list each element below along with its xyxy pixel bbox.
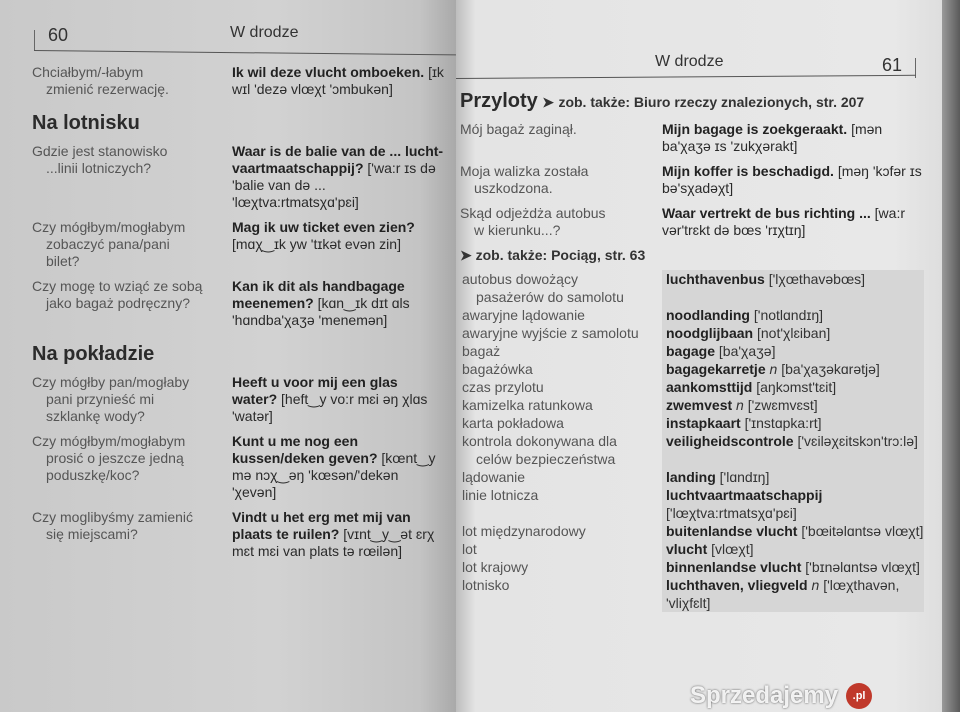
dutch-phrase	[662, 121, 924, 155]
vocab-entry	[460, 486, 930, 522]
polish-line: lot krajowy	[462, 559, 529, 575]
polish-line: Czy mogę to wziąć ze sobą	[32, 278, 203, 294]
dutch-phrase	[232, 433, 446, 501]
polish-phrase	[460, 205, 662, 239]
polish-line: się miejscami?	[46, 526, 138, 542]
polish-phrase	[32, 433, 232, 501]
pronunciation: [aŋkɔmst'tɛit]	[756, 379, 837, 395]
polish-line: lotnisko	[462, 577, 510, 593]
watermark-group	[690, 682, 872, 710]
phrase-row	[32, 219, 450, 270]
dutch-word: noodglijbaan	[666, 325, 754, 341]
vocab-polish	[460, 522, 662, 540]
polish-line: pasażerów do samolotu	[476, 289, 624, 305]
polish-line: Czy moglibyśmy zamienić	[32, 509, 194, 525]
dutch-phrase	[232, 278, 446, 329]
arrow-icon: ➤	[460, 247, 472, 263]
page-number: 60	[48, 25, 69, 45]
vocab-polish	[460, 270, 662, 306]
pronunciation: ['bœitəlɑntsə vlœχt]	[801, 523, 924, 539]
section-heading: Na lotnisku	[32, 112, 140, 134]
polish-line: bagaż	[462, 343, 501, 359]
pronunciation: [ɪk wɪl 'dezə vlœχt 'ɔmbukən]	[232, 64, 444, 97]
vocab-dutch	[662, 306, 924, 324]
watermark-badge: .pl	[846, 683, 872, 709]
polish-line: autobus dowożący	[462, 271, 578, 287]
polish-phrase	[460, 163, 662, 197]
dutch-text: Waar is de balie van de ... lucht-vaartmaatschappij?	[232, 143, 444, 176]
phrase-row	[32, 143, 450, 211]
vocab-polish	[460, 558, 662, 576]
polish-line: Skąd odjeżdża autobus	[460, 205, 606, 221]
vocab-dutch	[662, 324, 924, 342]
phrase-row	[32, 509, 450, 560]
vocab-entry	[460, 522, 930, 540]
phrase-row	[460, 205, 930, 239]
section-heading: Przyloty	[460, 90, 538, 112]
pronunciation: [wa:r vər'trɛkt də bœs 'rɪχtɪŋ]	[662, 205, 905, 238]
dutch-word: luchthavenbus	[666, 271, 765, 287]
vocab-entry	[460, 360, 930, 378]
vocab-entry	[460, 540, 930, 558]
left-page-content	[32, 64, 450, 568]
vocab-polish	[460, 306, 662, 324]
polish-line: celów bezpieczeństwa	[476, 451, 616, 467]
polish-line: kontrola dokonywana dla	[462, 433, 617, 449]
polish-line: zmienić rezerwację.	[46, 81, 169, 97]
vocab-dutch	[662, 576, 924, 612]
dutch-word: bagagekarretje	[666, 361, 766, 377]
vocab-dutch	[662, 378, 924, 396]
polish-line: bilet?	[46, 253, 80, 269]
watermark: Sprzedajemy	[690, 682, 839, 709]
vocab-dutch	[662, 540, 924, 558]
polish-line: szklankę wody?	[46, 408, 145, 424]
polish-line: jako bagaż podręczny?	[46, 295, 190, 311]
dutch-word: buitenlandse vlucht	[666, 523, 798, 539]
gender-marker: n	[769, 361, 778, 377]
section-heading-przyloty	[460, 90, 930, 113]
pronunciation: [vɪnt‿y‿ət ɛrχ mɛt mɛi van plats tə rœilən]	[232, 526, 435, 559]
vocab-dutch	[662, 522, 924, 540]
cross-reference: zob. także: Biuro rzeczy znalezionych, str. 207	[558, 94, 865, 110]
dutch-word: vlucht	[666, 541, 708, 557]
polish-line: lot	[462, 541, 477, 557]
vocabulary-list	[460, 270, 930, 612]
dutch-word: veiligheidscontrole	[666, 433, 794, 449]
dutch-word: luchtvaartmaatschappij	[666, 487, 823, 503]
book-page-edges	[942, 0, 960, 712]
polish-line: Mój bagaż zaginął.	[460, 121, 577, 137]
pronunciation: [kɑn‿ɪk dɪt ɑls 'hɑndba'χaʒə 'menemən]	[232, 295, 410, 328]
polish-line: kamizelka ratunkowa	[462, 397, 593, 413]
vocab-entry	[460, 342, 930, 360]
dutch-word: landing	[666, 469, 716, 485]
dutch-text: Mijn koffer is beschadigd.	[662, 163, 834, 179]
vocab-dutch	[662, 558, 924, 576]
vocab-polish	[460, 432, 662, 468]
running-head: W drodze	[230, 24, 299, 41]
phrase-row	[32, 278, 450, 329]
dutch-text: Kunt u me nog een kussen/deken geven?	[232, 433, 378, 466]
pronunciation: ['vɛiləχɛitskɔn'trɔ:lə]	[797, 433, 918, 449]
dutch-phrase	[232, 64, 446, 98]
polish-phrase	[460, 121, 662, 155]
polish-phrase	[32, 509, 232, 560]
dutch-text: Vindt u het erg met mij van plaats te ruilen?	[232, 509, 411, 542]
dutch-word: instapkaart	[666, 415, 741, 431]
polish-phrase	[32, 64, 232, 98]
polish-line: Moja walizka została	[460, 163, 589, 179]
dutch-word: bagage	[666, 343, 716, 359]
pronunciation: ['lœχthavən, 'vliχfɛlt]	[666, 577, 900, 611]
vocab-polish	[460, 540, 662, 558]
vocab-polish	[460, 342, 662, 360]
vocab-entry	[460, 378, 930, 396]
polish-line: prosić o jeszcze jedną	[46, 450, 184, 466]
polish-line: Chciałbym/-łabym	[32, 64, 144, 80]
polish-line: bagażówka	[462, 361, 533, 377]
dutch-phrase	[232, 143, 446, 211]
arrow-icon: ➤	[542, 94, 554, 110]
pronunciation: [mɑχ‿ɪk yw 'tɪkət evən zin]	[232, 236, 401, 252]
phrase-row	[460, 121, 930, 155]
polish-line: awaryjne lądowanie	[462, 307, 585, 323]
polish-line: zobaczyć pana/pani	[46, 236, 170, 252]
polish-phrase	[32, 374, 232, 425]
right-page-content	[460, 90, 930, 612]
polish-line: ...linii lotniczych?	[46, 160, 152, 176]
polish-line: pani przynieść mi	[46, 391, 155, 407]
vocab-entry	[460, 558, 930, 576]
vocab-polish	[460, 414, 662, 432]
dutch-word: binnenlandse vlucht	[666, 559, 802, 575]
vocab-polish	[460, 468, 662, 486]
pronunciation: ['lɑndɪŋ]	[719, 469, 770, 485]
phrase-list	[460, 121, 930, 239]
cross-reference: zob. także: Pociąg, str. 63	[475, 247, 646, 263]
gender-marker: n	[811, 577, 820, 593]
phrase-row	[460, 163, 930, 197]
polish-line: w kierunku...?	[474, 222, 561, 238]
dutch-word: aankomsttijd	[666, 379, 753, 395]
dutch-word: luchthaven, vliegveld	[666, 577, 808, 593]
vocab-dutch	[662, 486, 924, 522]
pronunciation: ['zwɛmvɛst]	[747, 397, 818, 413]
vocab-polish	[460, 378, 662, 396]
right-page	[456, 0, 942, 712]
pronunciation: [ba'χaʒəkɑrətjə]	[781, 361, 880, 377]
vocab-entry	[460, 576, 930, 612]
polish-line: lądowanie	[462, 469, 526, 485]
pronunciation: ['lχœthavəbœs]	[768, 271, 866, 287]
pronunciation: [mən ba'χaʒə ɪs 'zukχərakt]	[662, 121, 883, 154]
pronunciation: ['ɪnstɑpka:rt]	[744, 415, 822, 431]
polish-phrase	[32, 219, 232, 270]
dutch-text: Ik wil deze vlucht omboeken.	[232, 64, 425, 80]
pronunciation: [məŋ 'kɔfər ɪs bə'sχadəχt]	[662, 163, 922, 196]
vocab-dutch	[662, 414, 924, 432]
vocab-polish	[460, 576, 662, 612]
pronunciation: [not'χlɛiban]	[757, 325, 831, 341]
phrase-row	[32, 374, 450, 425]
dutch-phrase	[662, 205, 924, 239]
phrase-row	[32, 64, 450, 98]
pronunciation: ['bɪnəlɑntsə vlœχt]	[805, 559, 920, 575]
polish-line: czas przylotu	[462, 379, 544, 395]
dutch-phrase	[232, 219, 446, 270]
polish-line: Czy mógłby pan/mogłaby	[32, 374, 190, 390]
vocab-entry	[460, 414, 930, 432]
polish-phrase	[32, 143, 232, 211]
pronunciation: ['wa:r ɪs də 'balie van də ... 'lœχtva:rtmatsχɑ'pɛi]	[232, 160, 436, 210]
polish-line: uszkodzona.	[474, 180, 553, 196]
pronunciation: ['notlɑndɪŋ]	[753, 307, 824, 323]
running-head: W drodze	[655, 53, 724, 70]
pronunciation: [ba'χaʒə]	[718, 343, 776, 359]
page-number: 61	[882, 55, 903, 75]
phrase-row	[32, 433, 450, 501]
vocab-dutch	[662, 468, 924, 486]
vocab-entry	[460, 432, 930, 468]
dutch-text: Mijn bagage is zoekgeraakt.	[662, 121, 848, 137]
vocab-entry	[460, 270, 930, 306]
vocab-entry	[460, 306, 930, 324]
vocab-entry	[460, 468, 930, 486]
left-page	[0, 0, 456, 712]
dutch-word: noodlanding	[666, 307, 750, 323]
polish-line: Gdzie jest stanowisko	[32, 143, 168, 159]
vocab-dutch	[662, 432, 924, 468]
vocab-entry	[460, 396, 930, 414]
polish-phrase	[32, 278, 232, 329]
vocab-polish	[460, 396, 662, 414]
polish-line: karta pokładowa	[462, 415, 564, 431]
pronunciation: [vlœχt]	[711, 541, 754, 557]
pronunciation: [kœnt‿y mə nɔχ‿əŋ 'kœsən/'dekən 'χevən]	[232, 450, 436, 500]
polish-line: linie lotnicza	[462, 487, 539, 503]
dutch-text: Kan ik dit als handbagage meenemen?	[232, 278, 405, 311]
header-rule	[34, 50, 456, 55]
dutch-text: Mag ik uw ticket even zien?	[232, 219, 415, 235]
vocab-dutch	[662, 360, 924, 378]
vocab-polish	[460, 324, 662, 342]
vocab-polish	[460, 486, 662, 522]
vocab-entry	[460, 324, 930, 342]
vocab-dutch	[662, 396, 924, 414]
polish-line: Czy mógłbym/mogłabym	[32, 219, 186, 235]
polish-line: Czy mógłbym/mogłabym	[32, 433, 186, 449]
dutch-text: Waar vertrekt de bus richting ...	[662, 205, 871, 221]
cross-reference-pociag	[460, 247, 930, 264]
section-heading: Na pokładzie	[32, 343, 155, 365]
dutch-phrase	[232, 374, 446, 425]
vocab-dutch	[662, 342, 924, 360]
header-rule	[456, 75, 916, 79]
dutch-phrase	[662, 163, 924, 197]
dutch-word: zwemvest	[666, 397, 733, 413]
pronunciation: ['lœχtva:rtmatsχɑ'pɛi]	[666, 505, 797, 521]
vocab-polish	[460, 360, 662, 378]
dutch-phrase	[232, 509, 446, 560]
header-rule-vertical	[34, 30, 35, 50]
polish-line: lot międzynarodowy	[462, 523, 586, 539]
dutch-text: Heeft u voor mij een glas water?	[232, 374, 398, 407]
polish-line: awaryjne wyjście z samolotu	[462, 325, 639, 341]
gender-marker: n	[736, 397, 744, 413]
pronunciation: [heft‿y vo:r mɛi əŋ χlɑs 'watər]	[232, 391, 428, 424]
polish-line: poduszkę/koc?	[46, 467, 140, 483]
vocab-dutch	[662, 270, 924, 306]
